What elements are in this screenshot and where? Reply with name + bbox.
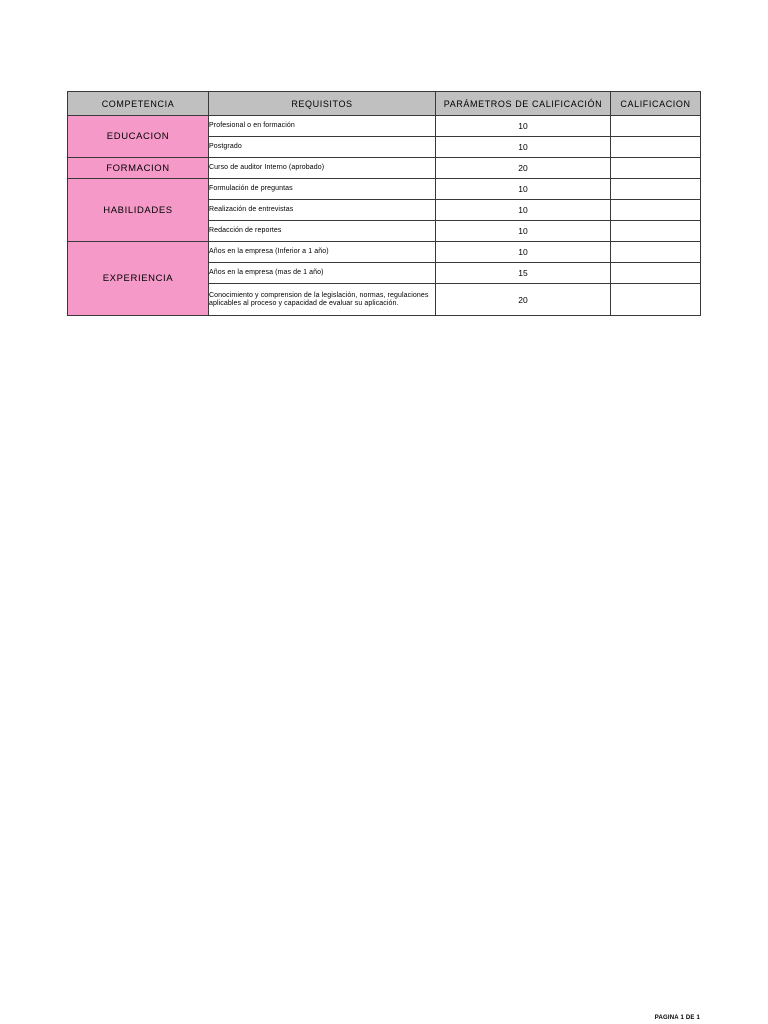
- competencia-cell: FORMACION: [68, 158, 209, 179]
- table-row: [68, 242, 701, 263]
- parametro-cell: 20: [436, 284, 611, 316]
- requisito-cell: Profesional o en formación: [209, 116, 436, 137]
- calificacion-cell[interactable]: [611, 284, 701, 316]
- header-calificacion: CALIFICACION: [611, 92, 701, 116]
- header-competencia: COMPETENCIA: [68, 92, 209, 116]
- parametro-cell: 20: [436, 158, 611, 179]
- parametro-cell: 15: [436, 263, 611, 284]
- parametro-cell: 10: [436, 200, 611, 221]
- requisito-cell: Formulación de preguntas: [209, 179, 436, 200]
- table-row: [68, 179, 701, 200]
- calificacion-cell[interactable]: [611, 179, 701, 200]
- calificacion-cell[interactable]: [611, 137, 701, 158]
- calificacion-cell[interactable]: [611, 116, 701, 137]
- requisito-cell: Realización de entrevistas: [209, 200, 436, 221]
- competencia-cell: HABILIDADES: [68, 179, 209, 242]
- requisito-cell: Años en la empresa (Inferior a 1 año): [209, 242, 436, 263]
- page-number: PAGINA 1 DE 1: [654, 1015, 700, 1021]
- calificacion-cell[interactable]: [611, 242, 701, 263]
- parametro-cell: 10: [436, 221, 611, 242]
- calificacion-cell[interactable]: [611, 221, 701, 242]
- parametro-cell: 10: [436, 179, 611, 200]
- parametro-cell: 10: [436, 242, 611, 263]
- competencia-cell: EDUCACION: [68, 116, 209, 158]
- calificacion-cell[interactable]: [611, 158, 701, 179]
- header-row: [68, 92, 701, 116]
- competency-table: [67, 91, 701, 316]
- requisito-cell: Años en la empresa (mas de 1 año): [209, 263, 436, 284]
- header-requisitos: REQUISITOS: [209, 92, 436, 116]
- parametro-cell: 10: [436, 116, 611, 137]
- table-row: [68, 116, 701, 137]
- requisito-cell: Postgrado: [209, 137, 436, 158]
- requisito-cell: Redacción de reportes: [209, 221, 436, 242]
- calificacion-cell[interactable]: [611, 200, 701, 221]
- calificacion-cell[interactable]: [611, 263, 701, 284]
- table-row: [68, 158, 701, 179]
- requisito-cell: Curso de auditor Interno (aprobado): [209, 158, 436, 179]
- header-parametros: PARÁMETROS DE CALIFICACIÓN: [436, 92, 611, 116]
- parametro-cell: 10: [436, 137, 611, 158]
- requisito-cell: Conocimiento y comprension de la legislación, normas, regulaciones aplicables al proceso y capacidad de evaluar su aplicación.: [209, 284, 436, 316]
- competencia-cell: EXPERIENCIA: [68, 242, 209, 316]
